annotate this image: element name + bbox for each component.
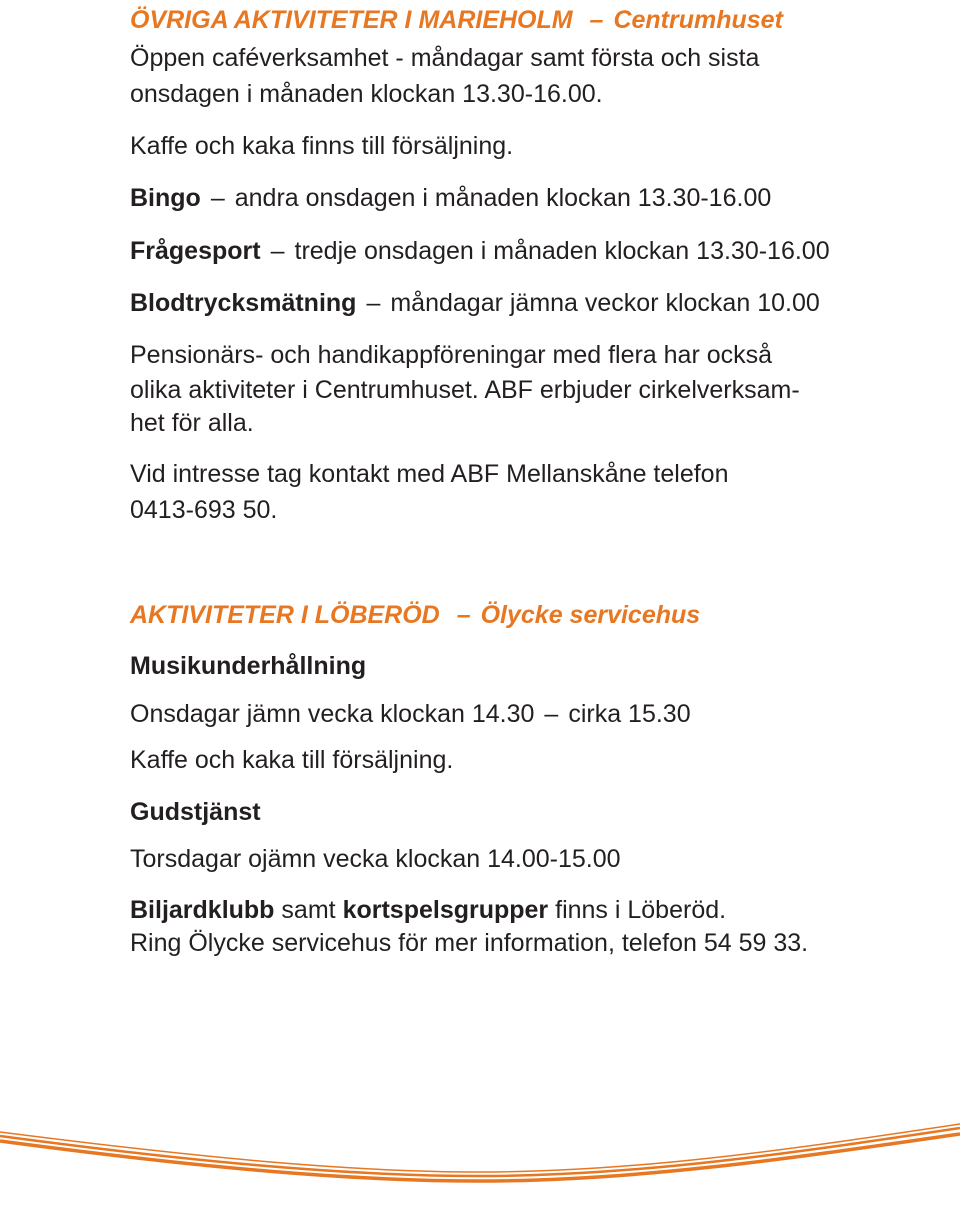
cardgames-label: kortspelsgrupper [342,896,549,924]
bingo-text: andra onsdagen i månaden klockan 13.30-16.00 [234,184,772,212]
music-time-a: Onsdagar jämn vecka klockan 14.30 [130,700,535,728]
pension-line-1: Pensionärs- och handikappföreningar med flera har också [130,341,773,369]
marieholm-heading [130,5,783,35]
fragesport-line [130,236,830,266]
church-time-line: Torsdagar ojämn vecka klockan 14.00-15.00 [130,845,621,873]
marieholm-title-dash: – [589,6,604,34]
loberod-title-dash: – [456,601,471,629]
wave-stroke-thick [0,1134,960,1181]
blodtryck-text: måndagar jämna veckor klockan 10.00 [390,289,820,317]
fragesport-dash: – [270,237,285,265]
loberod-heading [130,600,700,630]
blodtryck-line [130,288,820,318]
fragesport-label: Frågesport [130,237,261,265]
music-time-b: cirka 15.30 [568,700,691,728]
bingo-label: Bingo [130,184,201,212]
bingo-dash: – [210,184,225,212]
pension-line-2: olika aktiviteter i Centrumhuset. ABF erbjuder cirkelverksam- [130,376,800,404]
blodtryck-label: Blodtrycksmätning [130,289,357,317]
decorative-wave [0,1110,960,1205]
billiard-end: finns i Löberöd. [555,896,727,924]
loberod-subtitle: Ölycke servicehus [480,601,701,629]
blodtryck-dash: – [366,289,381,317]
contact-line-1: Vid intresse tag kontakt med ABF Mellanskåne telefon [130,460,729,488]
music-heading: Musikunderhållning [130,652,367,680]
cafe-line-2: onsdagen i månaden klockan 13.30-16.00. [130,80,603,108]
pension-line-3: het för alla. [130,409,254,437]
bingo-line [130,183,771,213]
billiard-mid: samt [281,896,336,924]
contact-line-2: 0413-693 50. [130,496,278,524]
music-time-dash: – [544,700,559,728]
fragesport-text: tredje onsdagen i månaden klockan 13.30-16.00 [294,237,830,265]
church-heading: Gudstjänst [130,798,261,826]
billiard-label: Biljardklubb [130,896,275,924]
kaffe-line: Kaffe och kaka finns till försäljning. [130,132,514,160]
music-time-line [130,699,691,729]
marieholm-subtitle: Centrumhuset [613,6,783,34]
ring-line: Ring Ölycke servicehus för mer information, telefon 54 59 33. [130,929,809,957]
music-kaffe-line: Kaffe och kaka till försäljning. [130,746,454,774]
billiard-line [130,895,726,925]
cafe-line-1: Öppen caféverksamhet - måndagar samt första och sista [130,44,760,72]
loberod-title: AKTIVITETER I LÖBERÖD [130,601,440,629]
marieholm-title: ÖVRIGA AKTIVITETER I MARIEHOLM [130,6,573,34]
wave-stroke-mid [0,1128,960,1176]
